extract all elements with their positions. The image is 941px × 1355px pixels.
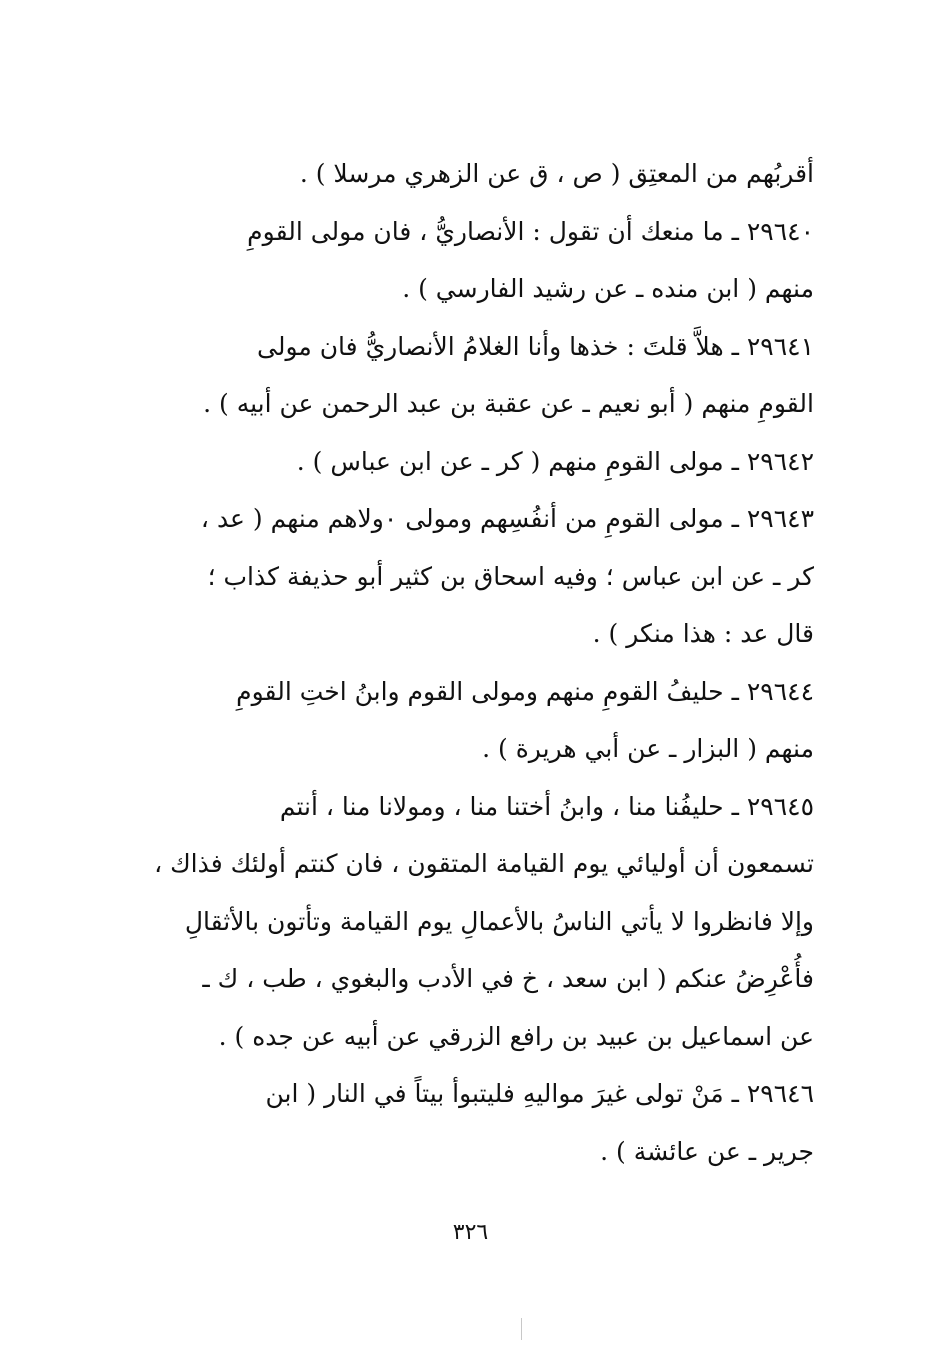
text-line: ٢٩٦٤٣ ـ مولى القومِ من أنفُسِهم ومولى ٠ولاهم منهم ( عد ، <box>200 504 814 533</box>
text-line: ٢٩٦٤٢ ـ مولى القومِ منهم ( كر ـ عن ابن عباس ) . <box>296 446 814 476</box>
text-line: عن اسماعيل بن عبيد بن رافع الزرقي عن أبيه عن جده ) . <box>218 1021 814 1051</box>
page-number: ٣٢٦ <box>452 1220 489 1245</box>
text-line: فأُعْرِضُ عنكم ( ابن سعد ، خ في الأدب والبغوي ، طب ، ك ـ <box>202 964 814 993</box>
text-line: وإلا فانظروا لا يأتي الناسُ بالأعمالِ يوم القيامة وتأتون بالأثقالِ <box>184 906 814 936</box>
body-text <box>108 145 814 1180</box>
text-line: قال عد : هذا منكر ) . <box>592 619 814 648</box>
text-line: منهم ( البزار ـ عن أبي هريرة ) . <box>482 734 814 763</box>
text-line: منهم ( ابن منده ـ عن رشيد الفارسي ) . <box>402 274 814 303</box>
text-line: ٢٩٦٤٦ ـ مَنْ تولى غيرَ مواليهِ فليتبوأ بيتاً في النار ( ابن <box>265 1079 814 1108</box>
text-line: ٢٩٦٤٤ ـ حليفُ القومِ منهم ومولى القوم وابنُ اختِ القومِ <box>236 676 814 706</box>
text-line: ٢٩٦٤١ ـ هلاَّ قلتَ : خذها وأنا الغلامُ الأنصاريُّ فان مولى <box>256 331 814 361</box>
text-line: جرير ـ عن عائشة ) . <box>600 1136 814 1166</box>
text-line: القومِ منهم ( أبو نعيم ـ عن عقبة بن عبد الرحمن عن أبيه ) . <box>203 389 814 418</box>
text-line: ٢٩٦٤٠ ـ ما منعك أن تقول : الأنصاريُّ ، فان مولى القومِ <box>247 216 814 246</box>
scan-mark <box>521 1318 522 1340</box>
text-line: كر ـ عن ابن عباس ؛ وفيه اسحاق بن كثير أبو حذيفة كذاب ؛ <box>207 561 814 591</box>
text-line: ٢٩٦٤٥ ـ حليفُنا منا ، وابنُ أختنا منا ، ومولانا منا ، أنتم <box>279 791 814 821</box>
text-line: تسمعون أن أوليائي يوم القيامة المتقون ، فان كنتم أولئك فذاك ، <box>154 849 814 878</box>
text-line: أقربُهم من المعتِق ( ص ، ق عن الزهري مرسلا ) . <box>299 159 814 188</box>
